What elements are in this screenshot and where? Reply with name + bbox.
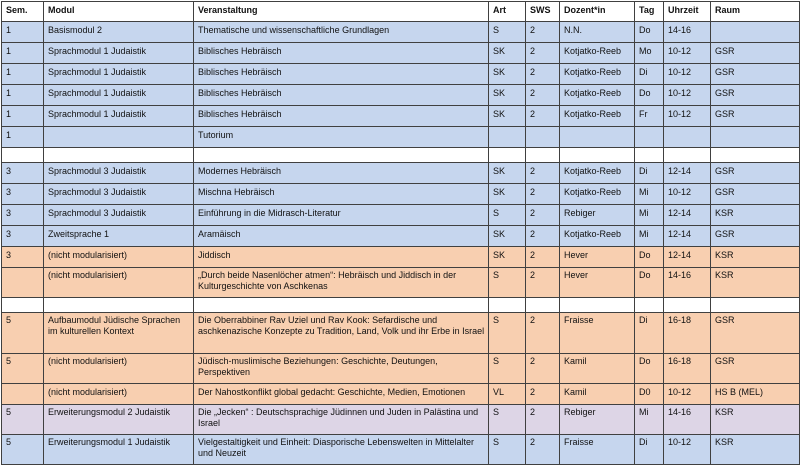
cell-time: 10-12 — [664, 384, 711, 405]
cell-time: 12-14 — [664, 247, 711, 268]
cell-lecturer — [560, 148, 635, 163]
cell-lecturer — [560, 127, 635, 148]
cell-time: 10-12 — [664, 435, 711, 465]
cell-time: 10-12 — [664, 106, 711, 127]
cell-time: 10-12 — [664, 85, 711, 106]
cell-type: SK — [489, 226, 526, 247]
cell-room: KSR — [711, 435, 800, 465]
cell-day: Mi — [635, 205, 664, 226]
cell-room: GSR — [711, 226, 800, 247]
table-row — [2, 43, 800, 64]
table-row — [2, 354, 800, 384]
column-header-course: Veranstaltung — [194, 2, 489, 22]
cell-type: SK — [489, 163, 526, 184]
cell-semester: 1 — [2, 22, 44, 43]
cell-sws: 2 — [526, 313, 560, 354]
cell-lecturer: Kotjatko-Reeb — [560, 64, 635, 85]
cell-room: GSR — [711, 85, 800, 106]
cell-semester — [2, 148, 44, 163]
cell-course: Aramäisch — [194, 226, 489, 247]
cell-module: Sprachmodul 1 Judaistik — [44, 43, 194, 64]
column-header-room: Raum — [711, 2, 800, 22]
cell-course: Vielgestaltigkeit und Einheit: Diasporische Lebenswelten in Mittelalter und Neuzeit — [194, 435, 489, 465]
cell-time — [664, 148, 711, 163]
cell-course: Biblisches Hebräisch — [194, 43, 489, 64]
cell-module — [44, 127, 194, 148]
cell-room: GSR — [711, 313, 800, 354]
cell-sws: 2 — [526, 205, 560, 226]
cell-lecturer: Rebiger — [560, 205, 635, 226]
cell-semester: 3 — [2, 226, 44, 247]
cell-day — [635, 127, 664, 148]
cell-time: 14-16 — [664, 268, 711, 298]
cell-type: S — [489, 22, 526, 43]
cell-time: 10-12 — [664, 43, 711, 64]
cell-semester — [2, 298, 44, 313]
cell-module: (nicht modularisiert) — [44, 268, 194, 298]
cell-semester: 1 — [2, 85, 44, 106]
cell-lecturer: N.N. — [560, 22, 635, 43]
cell-day: Do — [635, 22, 664, 43]
cell-module: Sprachmodul 1 Judaistik — [44, 64, 194, 85]
cell-sws: 2 — [526, 405, 560, 435]
cell-course: Jüdisch-muslimische Beziehungen: Geschichte, Deutungen, Perspektiven — [194, 354, 489, 384]
cell-room: GSR — [711, 106, 800, 127]
cell-module: Erweiterungsmodul 1 Judaistik — [44, 435, 194, 465]
column-header-type: Art — [489, 2, 526, 22]
cell-lecturer: Kamil — [560, 354, 635, 384]
cell-sws: 2 — [526, 184, 560, 205]
cell-semester: 5 — [2, 435, 44, 465]
cell-room — [711, 148, 800, 163]
cell-type: VL — [489, 384, 526, 405]
cell-day: Di — [635, 435, 664, 465]
cell-module: Basismodul 2 — [44, 22, 194, 43]
cell-time — [664, 298, 711, 313]
column-header-time: Uhrzeit — [664, 2, 711, 22]
cell-lecturer: Kotjatko-Reeb — [560, 226, 635, 247]
cell-sws — [526, 148, 560, 163]
cell-time: 12-14 — [664, 163, 711, 184]
table-header — [2, 2, 800, 22]
cell-type: SK — [489, 247, 526, 268]
cell-day: Di — [635, 313, 664, 354]
cell-sws: 2 — [526, 85, 560, 106]
cell-lecturer: Kotjatko-Reeb — [560, 85, 635, 106]
cell-module: Erweiterungsmodul 2 Judaistik — [44, 405, 194, 435]
cell-type: SK — [489, 43, 526, 64]
cell-semester: 1 — [2, 43, 44, 64]
cell-time: 14-16 — [664, 22, 711, 43]
cell-course — [194, 298, 489, 313]
spacer-row — [2, 148, 800, 163]
cell-lecturer: Kotjatko-Reeb — [560, 163, 635, 184]
cell-semester: 5 — [2, 405, 44, 435]
cell-course: Tutorium — [194, 127, 489, 148]
cell-course: „Durch beide Nasenlöcher atmen“: Hebräisch und Jiddisch in der Kulturgeschichte von Aschkenas — [194, 268, 489, 298]
table-row — [2, 163, 800, 184]
cell-course: Der Nahostkonflikt global gedacht: Geschichte, Medien, Emotionen — [194, 384, 489, 405]
table-row — [2, 106, 800, 127]
cell-type — [489, 127, 526, 148]
cell-room: GSR — [711, 354, 800, 384]
cell-course — [194, 148, 489, 163]
cell-sws — [526, 298, 560, 313]
cell-lecturer: Fraisse — [560, 313, 635, 354]
cell-semester: 1 — [2, 106, 44, 127]
spacer-row — [2, 298, 800, 313]
cell-type — [489, 148, 526, 163]
cell-sws: 2 — [526, 163, 560, 184]
cell-module: Sprachmodul 1 Judaistik — [44, 85, 194, 106]
table-row — [2, 85, 800, 106]
cell-semester: 1 — [2, 64, 44, 85]
cell-course: Jiddisch — [194, 247, 489, 268]
table-row — [2, 205, 800, 226]
cell-sws: 2 — [526, 226, 560, 247]
cell-module: (nicht modularisiert) — [44, 384, 194, 405]
cell-type: S — [489, 354, 526, 384]
column-header-module: Modul — [44, 2, 194, 22]
table-row — [2, 435, 800, 465]
cell-room: GSR — [711, 163, 800, 184]
cell-day: Mo — [635, 43, 664, 64]
cell-course: Biblisches Hebräisch — [194, 85, 489, 106]
cell-type: SK — [489, 64, 526, 85]
cell-room: GSR — [711, 43, 800, 64]
cell-lecturer: Kamil — [560, 384, 635, 405]
cell-semester: 3 — [2, 247, 44, 268]
cell-course: Thematische und wissenschaftliche Grundlagen — [194, 22, 489, 43]
cell-type: S — [489, 435, 526, 465]
cell-semester: 3 — [2, 163, 44, 184]
cell-module: Aufbaumodul Jüdische Sprachen im kulturellen Kontext — [44, 313, 194, 354]
table-row — [2, 184, 800, 205]
cell-sws: 2 — [526, 247, 560, 268]
column-header-semester: Sem. — [2, 2, 44, 22]
cell-day: Mi — [635, 405, 664, 435]
cell-module — [44, 148, 194, 163]
cell-lecturer: Rebiger — [560, 405, 635, 435]
cell-sws: 2 — [526, 268, 560, 298]
cell-sws: 2 — [526, 106, 560, 127]
cell-sws: 2 — [526, 43, 560, 64]
cell-room: KSR — [711, 405, 800, 435]
column-header-lecturer: Dozent*in — [560, 2, 635, 22]
cell-module: Sprachmodul 1 Judaistik — [44, 106, 194, 127]
table-row — [2, 405, 800, 435]
cell-course: Mischna Hebräisch — [194, 184, 489, 205]
cell-sws: 2 — [526, 22, 560, 43]
cell-day — [635, 148, 664, 163]
cell-day: Fr — [635, 106, 664, 127]
cell-sws: 2 — [526, 64, 560, 85]
cell-lecturer: Fraisse — [560, 435, 635, 465]
cell-semester: 3 — [2, 205, 44, 226]
cell-course: Die Oberrabbiner Rav Uziel und Rav Kook: Sefardische und aschkenazische Konzepte zu Tradition, Land, Volk und ihr Erbe in Israel — [194, 313, 489, 354]
cell-module: Sprachmodul 3 Judaistik — [44, 163, 194, 184]
cell-type: SK — [489, 184, 526, 205]
column-header-day: Tag — [635, 2, 664, 22]
cell-room: GSR — [711, 64, 800, 85]
cell-lecturer: Kotjatko-Reeb — [560, 184, 635, 205]
cell-day: Di — [635, 64, 664, 85]
cell-type: S — [489, 205, 526, 226]
column-header-sws: SWS — [526, 2, 560, 22]
cell-course: Die „Jecken“ : Deutschsprachige Jüdinnen und Juden in Palästina und Israel — [194, 405, 489, 435]
cell-semester — [2, 384, 44, 405]
cell-sws: 2 — [526, 435, 560, 465]
table-body — [2, 22, 800, 465]
cell-time: 12-14 — [664, 226, 711, 247]
cell-day: Do — [635, 247, 664, 268]
cell-module — [44, 298, 194, 313]
cell-room: KSR — [711, 268, 800, 298]
cell-type: S — [489, 405, 526, 435]
cell-time: 10-12 — [664, 64, 711, 85]
table-row — [2, 226, 800, 247]
cell-course: Modernes Hebräisch — [194, 163, 489, 184]
cell-semester: 5 — [2, 354, 44, 384]
cell-time: 12-14 — [664, 205, 711, 226]
cell-semester: 3 — [2, 184, 44, 205]
table-row — [2, 22, 800, 43]
cell-sws: 2 — [526, 354, 560, 384]
cell-lecturer — [560, 298, 635, 313]
cell-day: Di — [635, 163, 664, 184]
cell-course: Einführung in die Midrasch-Literatur — [194, 205, 489, 226]
table-row — [2, 64, 800, 85]
cell-lecturer: Hever — [560, 268, 635, 298]
cell-day: Do — [635, 85, 664, 106]
cell-time: 10-12 — [664, 184, 711, 205]
cell-day: Do — [635, 268, 664, 298]
cell-semester — [2, 268, 44, 298]
table-row — [2, 247, 800, 268]
cell-course: Biblisches Hebräisch — [194, 106, 489, 127]
cell-lecturer: Kotjatko-Reeb — [560, 106, 635, 127]
cell-time — [664, 127, 711, 148]
table-row — [2, 127, 800, 148]
cell-time: 16-18 — [664, 354, 711, 384]
header-row — [2, 2, 800, 22]
cell-room: KSR — [711, 247, 800, 268]
cell-room — [711, 127, 800, 148]
cell-module: (nicht modularisiert) — [44, 354, 194, 384]
table-row — [2, 268, 800, 298]
table-row — [2, 313, 800, 354]
cell-module: Sprachmodul 3 Judaistik — [44, 184, 194, 205]
cell-time: 16-18 — [664, 313, 711, 354]
cell-type — [489, 298, 526, 313]
cell-day: Mi — [635, 226, 664, 247]
cell-room: HS B (MEL) — [711, 384, 800, 405]
cell-sws: 2 — [526, 384, 560, 405]
cell-sws — [526, 127, 560, 148]
cell-lecturer: Hever — [560, 247, 635, 268]
cell-semester: 5 — [2, 313, 44, 354]
course-schedule-table — [1, 1, 800, 465]
cell-type: S — [489, 268, 526, 298]
cell-module: Sprachmodul 3 Judaistik — [44, 205, 194, 226]
cell-day — [635, 298, 664, 313]
cell-day: Mi — [635, 184, 664, 205]
cell-day: D0 — [635, 384, 664, 405]
cell-course: Biblisches Hebräisch — [194, 64, 489, 85]
cell-room: KSR — [711, 205, 800, 226]
cell-semester: 1 — [2, 127, 44, 148]
cell-module: Zweitsprache 1 — [44, 226, 194, 247]
table-row — [2, 384, 800, 405]
cell-room — [711, 298, 800, 313]
cell-room: GSR — [711, 184, 800, 205]
cell-day: Do — [635, 354, 664, 384]
cell-module: (nicht modularisiert) — [44, 247, 194, 268]
cell-type: S — [489, 313, 526, 354]
cell-type: SK — [489, 85, 526, 106]
cell-time: 14-16 — [664, 405, 711, 435]
cell-room — [711, 22, 800, 43]
cell-lecturer: Kotjatko-Reeb — [560, 43, 635, 64]
cell-type: SK — [489, 106, 526, 127]
